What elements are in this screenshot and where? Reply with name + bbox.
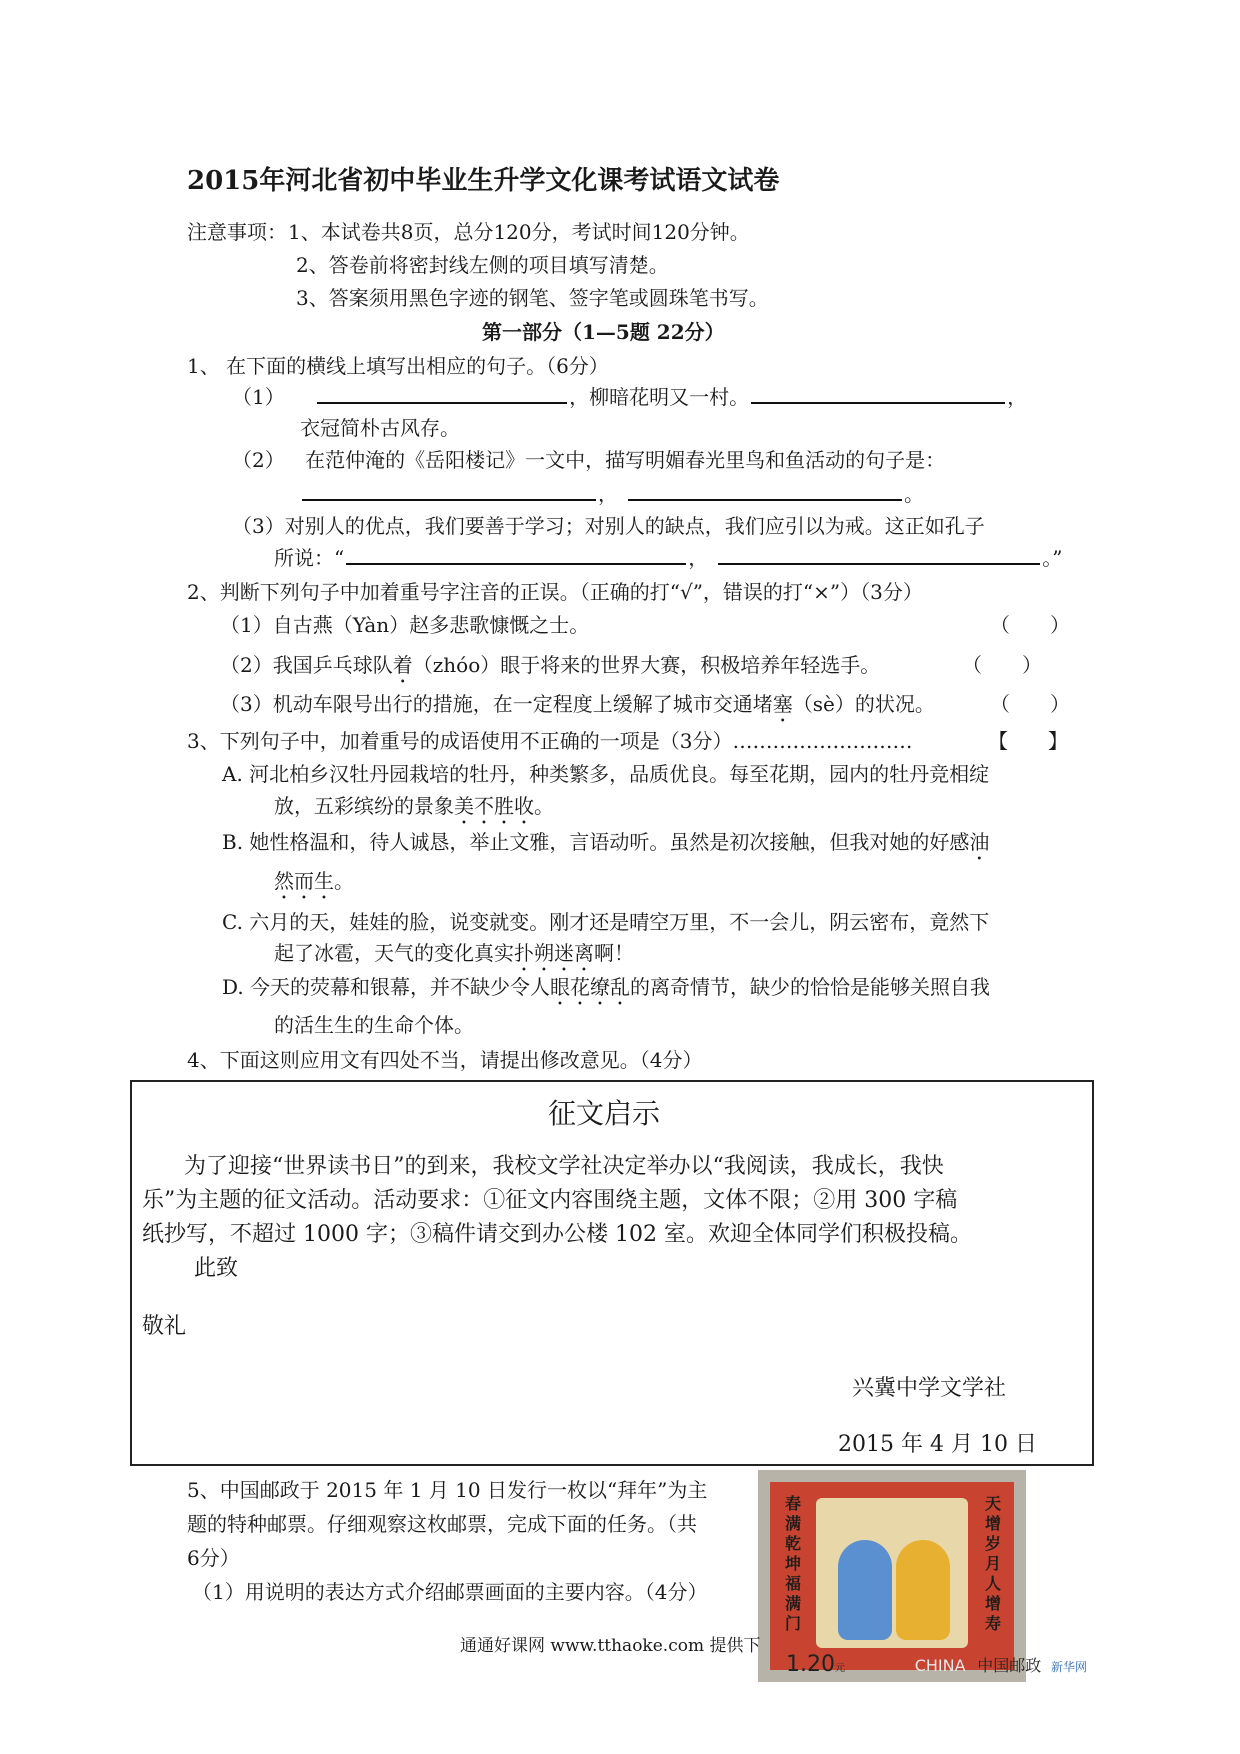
notice-box-para-line1: 为了迎接“世界读书日”的到来，我校文学社决定举办以“我阅读，我成长，我快 <box>184 1154 944 1179</box>
q3-b-idiom-start: 油 <box>969 830 990 854</box>
q3-c-idiom: 扑朔迷离 <box>514 941 594 965</box>
q3-c-post: 啊！ <box>594 941 634 965</box>
q1-item-1-end: ， <box>1007 385 1028 409</box>
q1-item-1-number: （1） <box>232 385 285 409</box>
notice-box-para-line2: 乐”为主题的征文活动。活动要求：①征文内容围绕主题，文体不限；②用 300 字稿 <box>142 1188 958 1213</box>
stamp-value-unit: 元 <box>834 1663 845 1674</box>
answer-blank[interactable] <box>751 384 1005 404</box>
q3-d-idiom: 眼花缭乱 <box>550 975 631 999</box>
stamp-footer <box>786 1652 1087 1677</box>
notice-box-title: 征文启示 <box>548 1097 661 1130</box>
q2-item-1-pre: （1）自古燕 <box>220 613 333 637</box>
q1-item-1-line2: 衣冠简朴古风存。 <box>300 416 460 440</box>
stamp-couplet-right: 天增岁月人增寿 <box>984 1494 1001 1633</box>
q1-item-2 <box>232 446 945 474</box>
q3-d-post: 的离奇情节，缺少的恰恰是能够关照自我 <box>630 975 991 999</box>
notice-box <box>130 1080 1094 1466</box>
q2-item-3-post: （sè）的状况。 <box>792 692 935 716</box>
q3-d-pre: D. 今天的荧幕和银幕，并不缺少令人 <box>222 975 551 999</box>
q1-item-3: （3）对别人的优点，我们要善于学习；对别人的缺点，我们应引以为戒。这正如孔子 <box>232 514 985 538</box>
q1-item-3-end: 。” <box>1042 546 1063 570</box>
q4-stem: 4、下面这则应用文有四处不当，请提出修改意见。（4分） <box>187 1048 703 1072</box>
q1-item-2-answers <box>300 480 924 508</box>
q2-item-3 <box>220 690 935 727</box>
q1-item-3-answers <box>274 544 1062 572</box>
stamp-image <box>758 1470 1088 1682</box>
stamp-picture <box>816 1498 968 1648</box>
q2-item-2-dotted: 着 <box>392 653 413 677</box>
notice-box-signer: 兴冀中学文学社 <box>852 1376 1007 1401</box>
q2-item-3-pre: （3）机动车限号出行的措施，在一定程度上缓解了城市交通堵 <box>220 692 773 716</box>
q3-option-b-line1 <box>222 828 989 865</box>
q2-item-3-dotted: 塞 <box>772 692 793 716</box>
q3-a-post: 。 <box>534 794 554 818</box>
answer-blank[interactable] <box>718 545 1040 565</box>
notice-box-date: 2015 年 4 月 10 日 <box>838 1432 1037 1457</box>
q3-option-d-line1 <box>222 973 990 1010</box>
q1-item-2-text: 在范仲淹的《岳阳楼记》一文中，描写明媚春光里鸟和鱼活动的句子是： <box>305 448 946 472</box>
page-footer: 通通好课网 www.tthaoke.com 提供下 <box>460 1636 761 1656</box>
answer-blank[interactable] <box>346 545 686 565</box>
q5-line1: 5、中国邮政于 2015 年 1 月 10 日发行一枚以“拜年”为主 <box>187 1478 708 1502</box>
stamp-couplet-left: 春满乾坤福满门 <box>784 1494 801 1633</box>
q3-option-a-line2 <box>274 792 554 829</box>
q3-a-idiom: 美不胜收 <box>454 794 534 818</box>
q1-item-2-number: （2） <box>232 448 285 472</box>
q3-option-a-line1: A. 河北柏乡汉牡丹园栽培的牡丹，种类繁多，品质优良。每至花期，园内的牡丹竞相绽 <box>222 762 990 786</box>
answer-blank[interactable] <box>302 481 596 501</box>
q2-item-2-post: （zhóo）眼于将来的世界大赛，积极培养年轻选手。 <box>412 653 881 677</box>
stamp-frame <box>770 1482 1088 1677</box>
q2-item-2-pre: （2）我国乒乓球队 <box>220 653 393 677</box>
q3-b-post: 。 <box>334 869 354 893</box>
notice-item-1: 1、本试卷共8页，总分120分，考试时间120分钟。 <box>288 220 750 244</box>
q1-item-2-sep: ， <box>598 482 618 506</box>
stamp-watermark: 新华网 <box>1051 1660 1088 1674</box>
q2-item-1-answer[interactable]: （ ） <box>990 613 1070 637</box>
q3-option-c-line1: C. 六月的天，娃娃的脸，说变就变。刚才还是晴空万里，不一会儿，阴云密布，竟然下 <box>222 910 990 934</box>
stamp-post: 中国邮政 <box>977 1656 1042 1675</box>
q2-item-3-answer[interactable]: （ ） <box>990 692 1070 716</box>
q3-answer-bracket[interactable]: 【 】 <box>988 729 1068 753</box>
q1-item-2-end: 。 <box>904 482 924 506</box>
q1-item-3-sep: ， <box>688 546 709 570</box>
notice-box-para-line3: 纸抄写，不超过 1000 字；③稿件请交到办公楼 102 室。欢迎全体同学们积极投稿。 <box>142 1222 972 1247</box>
q2-item-2 <box>220 651 880 688</box>
section-heading: 第一部分（1—5题 22分） <box>482 320 725 344</box>
q1-item-1-text: ，柳暗花明又一村。 <box>569 385 750 409</box>
q3-a-pre: 放，五彩缤纷的景象 <box>274 794 454 818</box>
q3-option-b-line2 <box>274 867 354 904</box>
q1-stem: 1、 在下面的横线上填写出相应的句子。（6分） <box>187 354 609 378</box>
exam-title: 2015年河北省初中毕业生升学文化课考试语文试卷 <box>187 166 780 196</box>
answer-blank[interactable] <box>628 481 902 501</box>
notice-item-3: 3、答案须用黑色字迹的钢笔、签字笔或圆珠笔书写。 <box>296 286 769 310</box>
q3-stem: 3、下列句子中，加着重号的成语使用不正确的一项是（3分）……………………… <box>187 729 913 753</box>
q1-item-1 <box>232 383 1027 411</box>
notice-label: 注意事项： <box>187 220 287 244</box>
q1-item-3-lead: 所说：“ <box>274 546 345 570</box>
stamp-country: CHINA <box>914 1656 966 1675</box>
notice-box-greeting: 此致 <box>194 1256 239 1281</box>
q5-line2: 题的特种邮票。仔细观察这枚邮票，完成下面的任务。（共 <box>187 1512 697 1536</box>
q5-line3: 6分） <box>187 1546 240 1570</box>
q3-b-idiom-end: 然而生 <box>274 869 334 893</box>
notice-box-salute: 敬礼 <box>142 1314 187 1339</box>
q3-option-c-line2 <box>274 939 634 976</box>
notice-item-2: 2、答卷前将密封线左侧的项目填写清楚。 <box>296 253 669 277</box>
q3-c-pre: 起了冰雹，天气的变化真实 <box>274 941 514 965</box>
q2-item-2-answer[interactable]: （ ） <box>962 653 1042 677</box>
stamp-value: 1.20 <box>786 1652 835 1677</box>
q2-stem: 2、判断下列句子中加着重号字注音的正误。（正确的打“√”，错误的打“×”）（3分） <box>187 580 923 604</box>
answer-blank[interactable] <box>317 384 567 404</box>
stamp-boy-figure <box>838 1540 892 1640</box>
q2-item-1-post: （Yàn）赵多悲歌慷慨之士。 <box>332 613 590 637</box>
q5-subquestion-1: （1）用说明的表达方式介绍邮票画面的主要内容。（4分） <box>192 1580 708 1604</box>
stamp-girl-figure <box>896 1540 950 1640</box>
q3-b-pre: B. 她性格温和，待人诚恳，举止文雅，言语动听。虽然是初次接触，但我对她的好感 <box>222 830 970 854</box>
q2-item-1 <box>220 611 589 648</box>
q3-option-d-line2: 的活生生的生命个体。 <box>274 1013 474 1037</box>
